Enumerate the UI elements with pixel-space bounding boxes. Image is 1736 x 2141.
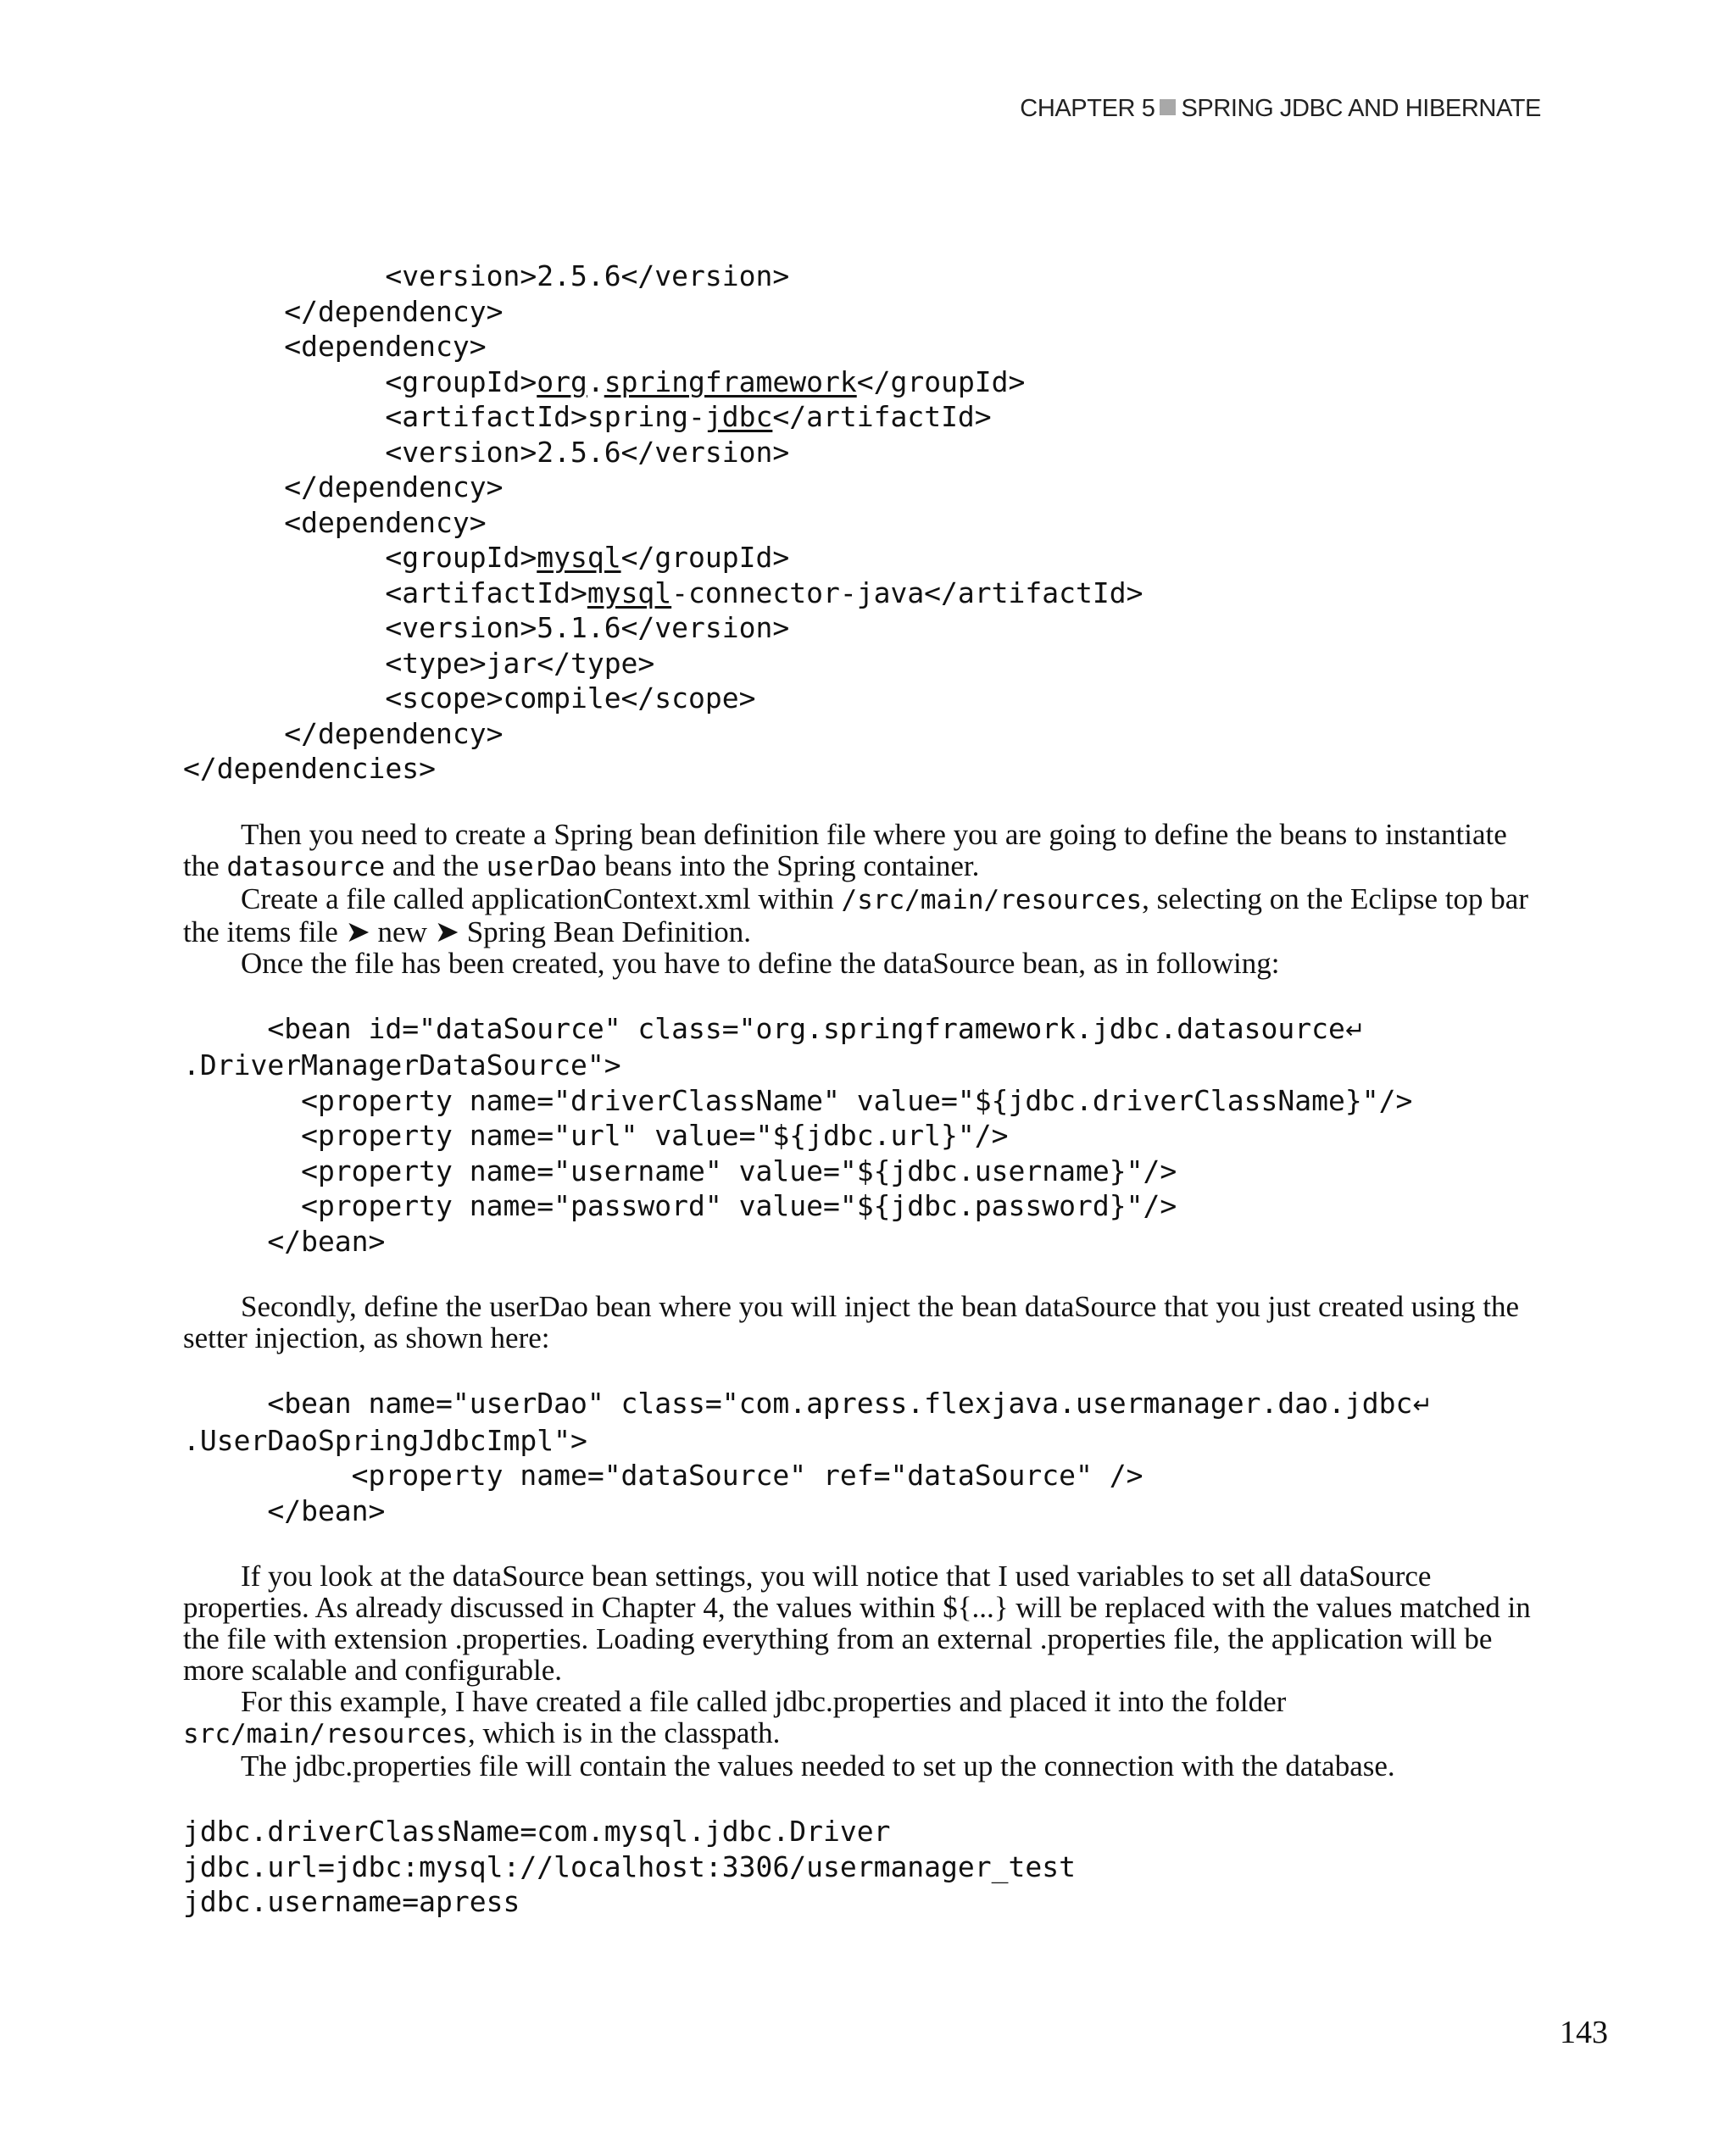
code-line: <dependency> [183, 330, 487, 363]
code-line: <property name="username" value="${jdbc.username}"/> [183, 1154, 1177, 1187]
code-line: <property name="driverClassName" value="${jdbc.driverClassName}"/> [183, 1083, 1413, 1117]
paragraph-bean-definition: Then you need to create a Spring bean definition file where you are going to define the beans to instantiate the datasource and the userDao beans into the Spring container. [183, 817, 1507, 882]
line-continuation-icon: ↵ [1344, 1015, 1366, 1044]
code-line: <property name="password" value="${jdbc.password}"/> [183, 1189, 1177, 1222]
code-line: <version>2.5.6</version> [183, 259, 790, 292]
code-block-properties [183, 1814, 1539, 1920]
code-line: <artifactId>mysql-connector-java</artifactId> [183, 576, 1143, 609]
code-line: <bean id="dataSource" class="org.springframework.jdbc.datasource↵ [183, 1011, 1366, 1045]
code-line: .UserDaoSpringJdbcImpl"> [183, 1423, 587, 1457]
code-line: <version>2.5.6</version> [183, 435, 790, 469]
code-line: <version>5.1.6</version> [183, 611, 790, 644]
code-line: <property name="dataSource" ref="dataSource" /> [183, 1459, 1143, 1492]
code-line: .DriverManagerDataSource"> [183, 1048, 621, 1082]
code-line: <type>jar</type> [183, 646, 655, 680]
code-line: </bean> [183, 1224, 386, 1258]
code-line: <dependency> [183, 505, 487, 539]
code-line: <artifactId>spring-jdbc</artifactId> [183, 400, 992, 433]
paragraph-userdao: Secondly, define the userDao bean where you will inject the bean dataSource that you just created using the setter injection, as shown here: [183, 1290, 1520, 1354]
code-line: <bean name="userDao" class="com.apress.flexjava.usermanager.dao.jdbc↵ [183, 1387, 1433, 1420]
line-continuation-icon: ↵ [1412, 1391, 1433, 1419]
code-block-userdao-bean [183, 1386, 1539, 1528]
page-body [183, 259, 1539, 1920]
code-line: </dependencies> [183, 752, 437, 785]
code-block-dependencies [183, 259, 1539, 787]
code-block-datasource-bean [183, 1011, 1539, 1260]
code-line: </dependency> [183, 716, 504, 750]
code-line: <groupId>mysql</groupId> [183, 541, 790, 574]
header-separator-square [1160, 99, 1176, 115]
running-header [1020, 95, 1541, 123]
chapter-title: SPRING JDBC AND HIBERNATE [1181, 95, 1541, 122]
code-line: jdbc.url=jdbc:mysql://localhost:3306/usermanager_test [183, 1849, 1076, 1883]
code-line: jdbc.driverClassName=com.mysql.jdbc.Driver [183, 1815, 891, 1848]
code-line: </dependency> [183, 470, 504, 503]
paragraph-properties-values: The jdbc.properties file will contain the values needed to set up the connection with the database. [241, 1749, 1395, 1782]
page-number: 143 [1560, 2015, 1608, 2050]
code-line: jdbc.username=apress [183, 1885, 520, 1918]
paragraph-variables: If you look at the dataSource bean settings, you will notice that I used variables to set all dataSource properties. As already discussed in Chapter 4, the values within ${...} will be replaced with the values matched in the file with extension .properties. Loading everything from an external .properties file, the application will be more scalable and configurable. [183, 1560, 1531, 1687]
paragraph-create-file: Create a file called applicationContext.xml within /src/main/resources, selecting on the Eclipse top bar the items file ➤ new ➤ Spring Bean Definition. [183, 881, 1528, 948]
code-line: <property name="url" value="${jdbc.url}"/> [183, 1119, 1009, 1152]
code-line: <scope>compile</scope> [183, 681, 756, 715]
code-line: </dependency> [183, 294, 504, 328]
code-line: </bean> [183, 1493, 386, 1527]
paragraph-define-datasource: Once the file has been created, you have to define the dataSource bean, as in following: [241, 946, 1280, 980]
paragraph-jdbc-properties: For this example, I have created a file called jdbc.properties and placed it into the folder src/main/resources, which is in the classpath. [183, 1685, 1287, 1749]
chapter-label: CHAPTER 5 [1020, 95, 1155, 122]
code-line: <groupId>org.springframework</groupId> [183, 364, 1026, 398]
